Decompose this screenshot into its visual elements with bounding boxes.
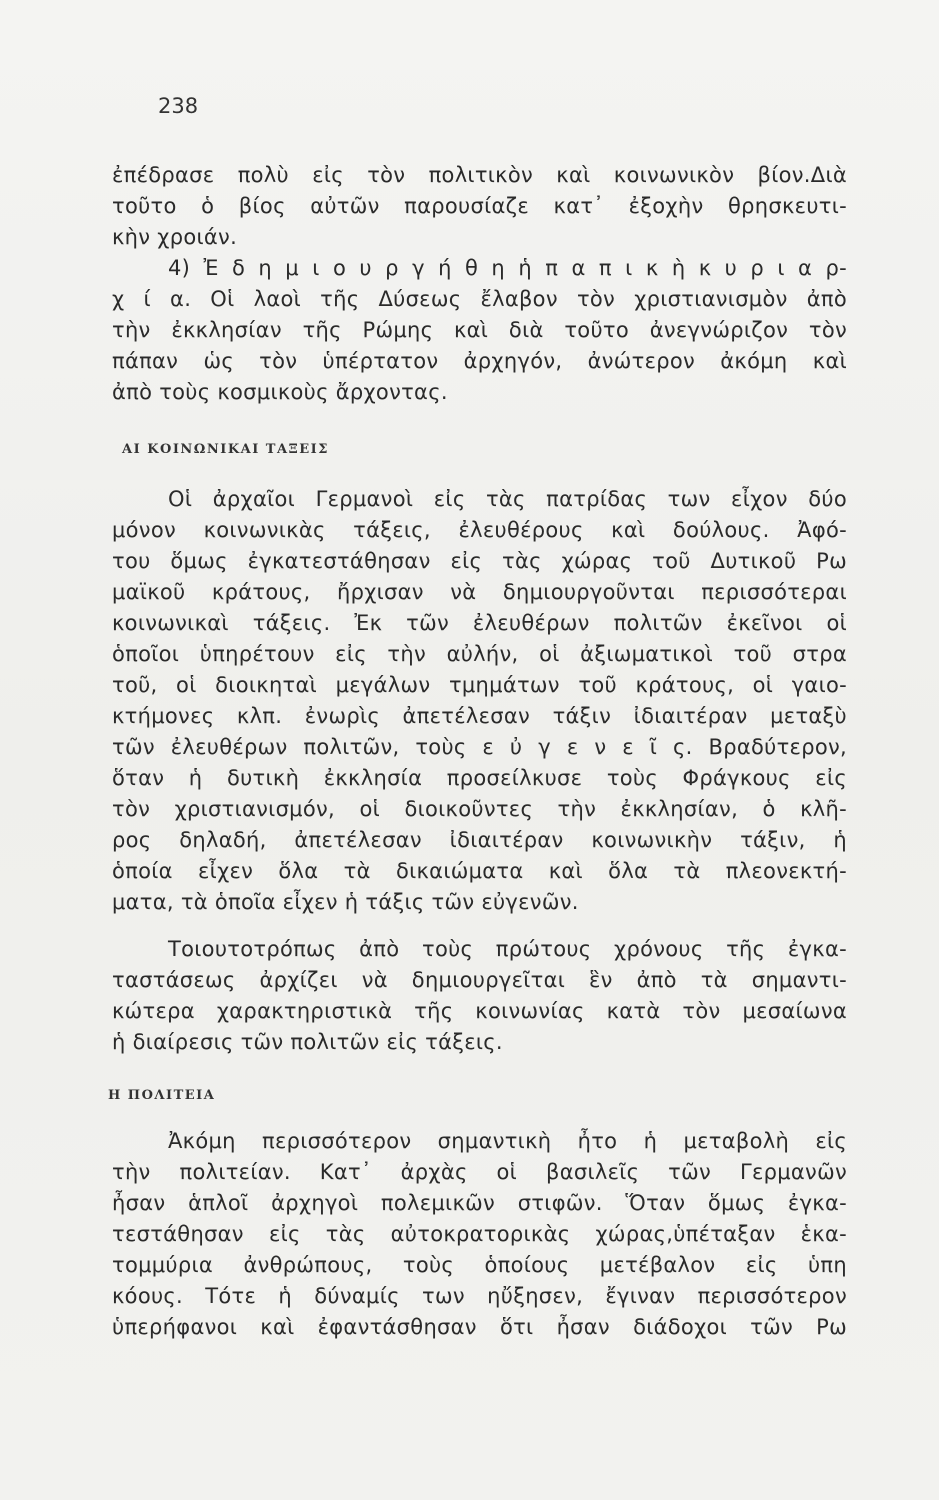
text-line: ρος δηλαδή, ἀπετέλεσαν ἰδιαιτέραν κοινωνικὴν τάξιν, ἡ <box>112 828 847 852</box>
text-line: κώτερα χαρακτηριστικὰ τῆς κοινωνίας κατὰ τὸν μεσαίωνα <box>112 999 847 1023</box>
paragraph-block-3 <box>112 934 847 1058</box>
text-line: τεστάθησαν εἰς τὰς αὐτοκρατορικὰς χώρας,ὑπέταξαν ἑκα- <box>112 1222 847 1246</box>
text-line: κόους. Τότε ἡ δύναμίς των ηὔξησεν, ἔγιναν περισσότερον <box>112 1284 847 1308</box>
text-line: Οἱ ἀρχαῖοι Γερμανοὶ εἰς τὰς πατρίδας των εἶχον δύο <box>168 487 847 511</box>
section-heading-social-classes: ΑΙ ΚΟΙΝΩΝΙΚΑΙ ΤΑΞΕΙΣ <box>122 442 329 457</box>
text-line: του ὅμως ἐγκατεστάθησαν εἰς τὰς χώρας τοῦ Δυτικοῦ Ρω <box>112 549 847 573</box>
text-line: τὴν ἐκκλησίαν τῆς Ρώμης καὶ διὰ τοῦτο ἀνεγνώριζον τὸν <box>112 318 847 342</box>
text-line: κτήμονες κλπ. ἐνωρὶς ἀπετέλεσαν τάξιν ἰδιαιτέραν μεταξὺ <box>112 704 847 728</box>
text-line: ὑπερήφανοι καὶ ἐφαντάσθησαν ὅτι ἦσαν διάδοχοι τῶν Ρω <box>112 1315 847 1339</box>
text-line: ἡ διαίρεσις τῶν πολιτῶν εἰς τάξεις. <box>112 1030 503 1054</box>
page-number: 238 <box>158 94 199 118</box>
text-line: ὁποία εἶχεν ὅλα τὰ δικαιώματα καὶ ὅλα τὰ πλεονεκτή- <box>112 859 847 883</box>
text-line: Τοιουτοτρόπως ἀπὸ τοὺς πρώτους χρόνους τῆς ἐγκα- <box>168 937 847 961</box>
text-line: τοῦ, οἱ διοικηταὶ μεγάλων τμημάτων τοῦ κράτους, οἱ γαιο- <box>112 673 847 697</box>
text-line: τομμύρια ἀνθρώπους, τοὺς ὁποίους μετέβαλον εἰς ὑπη <box>112 1253 847 1277</box>
text-line: ὅταν ἡ δυτικὴ ἐκκλησία προσείλκυσε τοὺς Φράγκους εἰς <box>112 766 847 790</box>
text-line: ἀπὸ τοὺς κοσμικοὺς ἄρχοντας. <box>112 380 448 404</box>
text-line: τῶν ἐλευθέρων πολιτῶν, τοὺς ε ὐ γ ε ν ε ῖ ς. Βραδύτερον, <box>112 735 847 759</box>
text-line: ματα, τὰ ὁποῖα εἶχεν ἡ τάξις τῶν εὐγενῶν. <box>112 890 579 914</box>
text-line: 4) Ἐ δ η μ ι ο υ ρ γ ή θ η ἡ π α π ι κ ὴ κ υ ρ ι α ρ- <box>168 256 847 280</box>
text-line: τὸν χριστιανισμόν, οἱ διοικοῦντες τὴν ἐκκλησίαν, ὁ κλῆ- <box>112 797 847 821</box>
text-line: Ἀκόμη περισσότερον σημαντικὴ ἦτο ἡ μεταβολὴ εἰς <box>168 1129 847 1153</box>
text-line: τοῦτο ὁ βίος αὐτῶν παρουσίαζε κατ᾽ ἐξοχὴν θρησκευτι- <box>112 194 847 218</box>
text-line: ὁποῖοι ὑπηρέτουν εἰς τὴν αὐλήν, οἱ ἀξιωματικοὶ τοῦ στρα <box>112 642 847 666</box>
text-line: κοινωνικαὶ τάξεις. Ἐκ τῶν ἐλευθέρων πολιτῶν ἐκεῖνοι οἱ <box>112 611 847 635</box>
text-line: χ ί α. Οἱ λαοὶ τῆς Δύσεως ἔλαβον τὸν χριστιανισμὸν ἀπὸ <box>112 287 847 311</box>
paragraph-block-4 <box>112 1126 847 1343</box>
text-line: ταστάσεως ἀρχίζει νὰ δημιουργεῖται ἓν ἀπὸ τὰ σημαντι- <box>112 968 847 992</box>
paragraph-block-1 <box>112 160 847 408</box>
text-line: πάπαν ὡς τὸν ὑπέρτατον ἀρχηγόν, ἀνώτερον ἀκόμη καὶ <box>112 349 847 373</box>
section-heading-state: Η ΠΟΛΙΤΕΙΑ <box>108 1088 216 1103</box>
text-line: μαϊκοῦ κράτους, ἤρχισαν νὰ δημιουργοῦνται περισσότεραι <box>112 580 847 604</box>
paragraph-block-2 <box>112 484 847 918</box>
text-line: ἦσαν ἁπλοῖ ἀρχηγοὶ πολεμικῶν στιφῶν. Ὅταν ὅμως ἐγκα- <box>112 1191 847 1215</box>
text-line: ἐπέδρασε πολὺ εἰς τὸν πολιτικὸν καὶ κοινωνικὸν βίον.Διὰ <box>112 163 847 187</box>
text-line: τὴν πολιτείαν. Κατ᾽ ἀρχὰς οἱ βασιλεῖς τῶν Γερμανῶν <box>112 1160 847 1184</box>
text-line: κὴν χροιάν. <box>112 225 238 249</box>
text-line: μόνον κοινωνικὰς τάξεις, ἐλευθέρους καὶ δούλους. Ἀφό- <box>112 518 847 542</box>
